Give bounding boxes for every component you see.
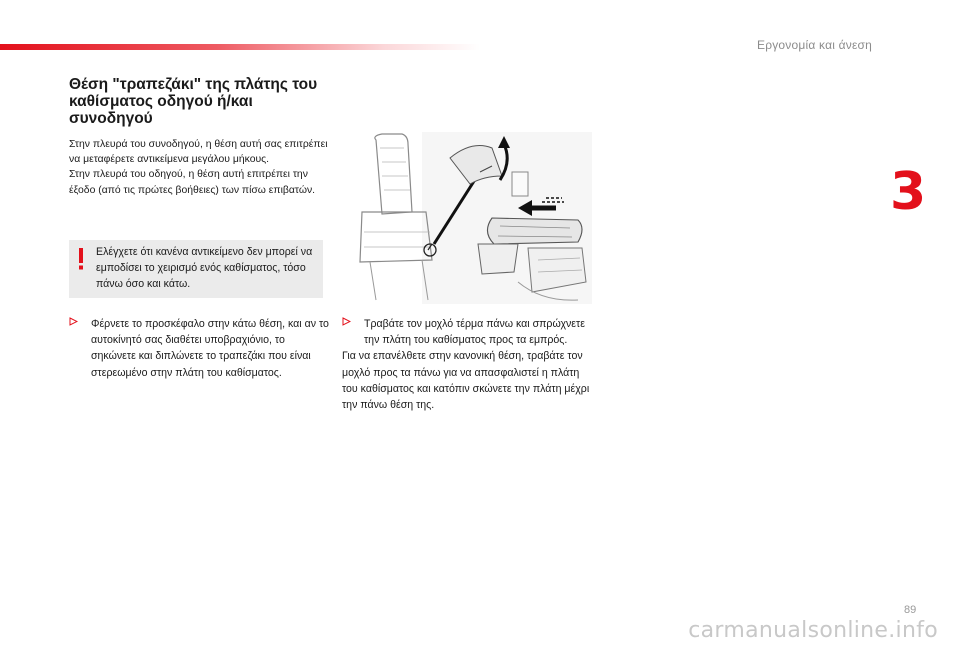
step-headrest: [69, 316, 331, 381]
page-title: Θέση "τραπεζάκι" της πλάτης του καθίσματος οδηγού ή/και συνοδηγού: [69, 76, 318, 127]
arrow-right-icon: [69, 316, 91, 381]
intro-line-passenger: Στην πλευρά του συνοδηγού, η θέση αυτή σας επιτρέπει να μεταφέρετε αντικείμενα μεγάλου μήκους.: [69, 139, 328, 166]
step-lever: [342, 316, 592, 413]
warning-box: [69, 240, 323, 298]
warning-text: Ελέγχετε ότι κανένα αντικείμενο δεν μπορεί να εμποδίσει το χειρισμό ενός καθίσματος, τόσο πάνω όσο και κάτω.: [96, 246, 313, 291]
return-position-text: Για να επανέλθετε στην κανονική θέση, τραβάτε τον μοχλό προς τα πάνω για να απασφαλιστεί η πλάτη του καθίσματος και κατόπιν σκώνετε την πλάτη μέχρι την πάνω θέση της.: [342, 350, 590, 412]
arrow-right-icon: [342, 316, 364, 348]
step-lever-text: Τραβάτε τον μοχλό τέρμα πάνω και σπρώχνετε την πλάτη του καθίσματος προς τα εμπρός.: [364, 318, 585, 347]
section-title: Εργονομία και άνεση: [757, 38, 872, 52]
page-number: 89: [904, 604, 917, 616]
header-accent-bar: [0, 44, 480, 50]
watermark: carmanualsonline.info: [688, 618, 938, 643]
intro-line-driver: Στην πλευρά του οδηγού, η θέση αυτή επιτρέπει την έξοδο (από τις πρώτες βοήθειες) των πίσω επιβατών.: [69, 169, 316, 196]
exclamation-icon: [76, 248, 86, 270]
step-headrest-text: Φέρνετε το προσκέφαλο στην κάτω θέση, και αν το αυτοκίνητό σας διαθέτει υποβραχιόνιο, το σηκώνετε και διπλώνετε το τραπεζάκι που είναι στερεωμένο στην πλάτη του καθίσματος.: [91, 318, 329, 379]
seat-table-illustration: [342, 132, 592, 304]
intro-text: [69, 137, 331, 198]
chapter-number: 3: [890, 162, 927, 222]
